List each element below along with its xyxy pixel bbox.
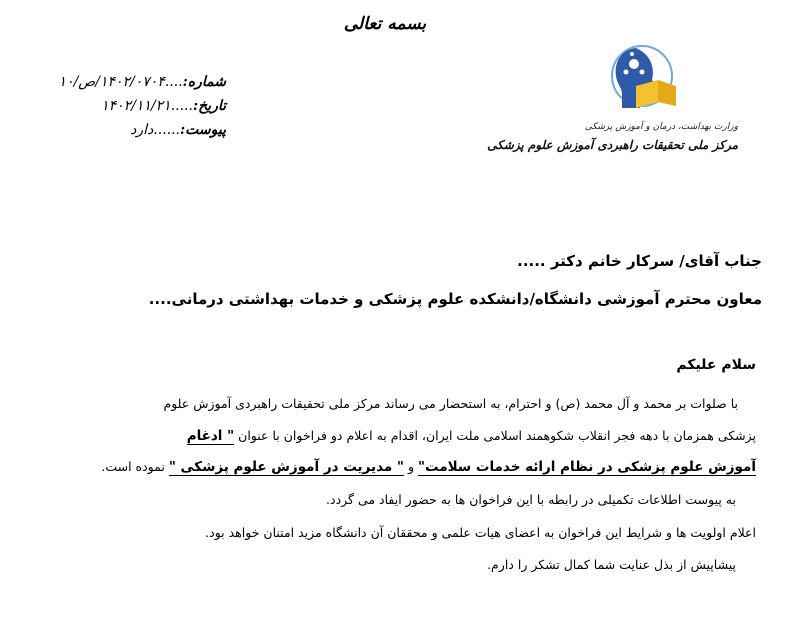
center-logo bbox=[487, 42, 738, 172]
attachment-value: ......دارد bbox=[130, 122, 180, 138]
conjunction: و bbox=[407, 459, 415, 474]
date-row bbox=[26, 94, 226, 118]
greeting: سلام علیکم bbox=[676, 357, 756, 373]
date-label: تاریخ: bbox=[192, 98, 226, 114]
body-line-4: به پیوست اطلاعات تکمیلی در رابطه با این فراخوان ها به حضور ایفاد می گردد. bbox=[326, 492, 736, 507]
ministry-line: وزارت بهداشت، درمان و آموزش پزشکی bbox=[584, 122, 738, 132]
body-line-6: پیشاپیش از بذل عنایت شما کمال تشکر را دارم. bbox=[487, 557, 736, 572]
recipient-line-1: جناب آقای/ سرکار خانم دکتر ..... bbox=[517, 252, 762, 270]
number-label: شماره: bbox=[182, 74, 226, 90]
recipient-line-2: معاون محترم آموزشی دانشگاه/دانشکده علوم پزشکی و خدمات بهداشتی درمانی.... bbox=[148, 290, 762, 308]
attachment-label: پیوست: bbox=[180, 122, 226, 138]
body-line-3-end: نموده است. bbox=[101, 459, 165, 474]
center-name: مرکز ملی تحقیقات راهبردی آموزش علوم پزشکی bbox=[487, 138, 738, 152]
basmala-heading: بسمه تعالی bbox=[343, 14, 427, 34]
body-line-3 bbox=[101, 459, 756, 475]
number-row bbox=[26, 70, 226, 94]
body-line-2 bbox=[187, 428, 756, 444]
call-title-1-end: آموزش علوم پزشکی در نظام ارائه خدمات سلامت" bbox=[418, 459, 756, 475]
call-title-1-start: " ادغام bbox=[186, 428, 235, 444]
body-line-2-text: پزشکی همزمان با دهه فجر انقلاب شکوهمند اسلامی ملت ایران، اقدام به اعلام دو فراخوان با عنوان bbox=[238, 428, 756, 443]
date-value: .....۱۴۰۲/۱۱/۲۱ bbox=[101, 98, 193, 114]
body-line-1: با صلوات بر محمد و آل محمد (ص) و احترام، به استحضار می رساند مرکز ملی تحقیقات راهبردی آموزش علوم bbox=[163, 396, 738, 411]
number-value: ....۱۴۰۲/۰۷۰۴/ص/۱۰ bbox=[58, 74, 183, 90]
call-title-2: " مدیریت در آموزش علوم پزشکی " bbox=[168, 459, 404, 475]
letter-meta bbox=[26, 70, 226, 142]
attachment-row bbox=[26, 118, 226, 142]
head-book-logo-icon bbox=[606, 42, 680, 116]
body-line-5: اعلام اولویت ها و شرایط این فراخوان به اعضای هیات علمی و محققان آن دانشگاه مزید امتنان خواهد بود. bbox=[205, 525, 756, 540]
